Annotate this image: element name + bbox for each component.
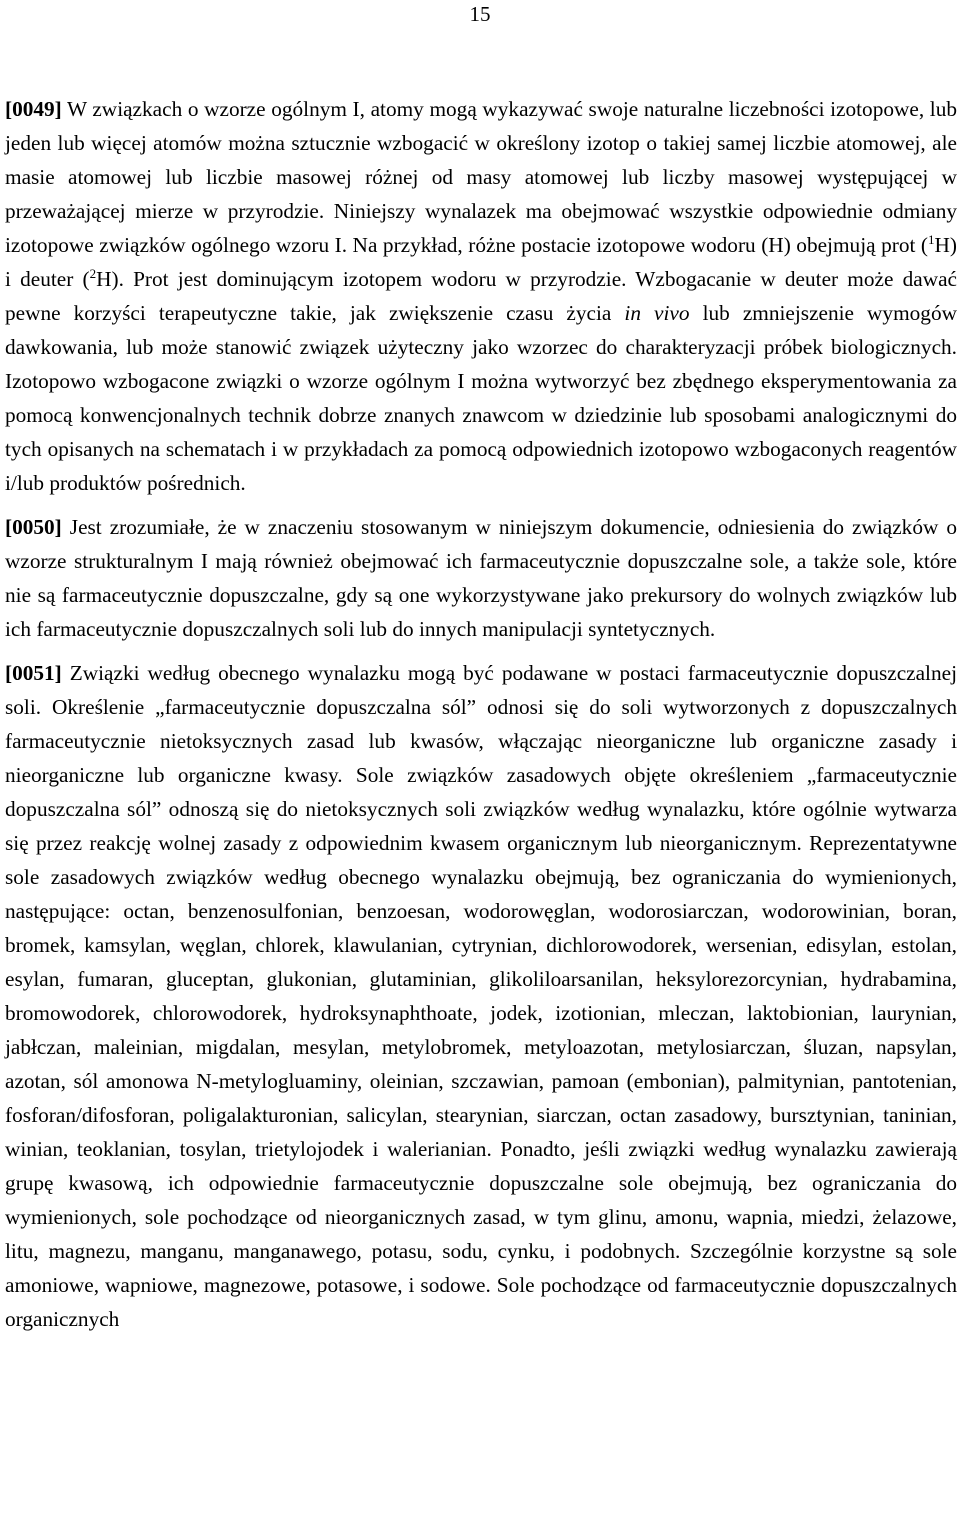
paragraph-text: Jest zrozumiałe, że w znaczeniu stosowanym w niniejszym dokumencie, odniesienia do związków o wzorze strukturalnym I mają również obejmować ich farmaceutycznie dopuszczalne sole, a także sole, które nie są farmaceutycznie dopuszczalne, gdy są one wykorzystywane jako prekursory do wolnych związków lub ich farmaceutycznie dopuszczalnych soli lub do innych manipulacji syntetycznych. [5,515,957,641]
superscript-mass-number: 2 [89,266,97,281]
document-body [5,92,957,1346]
superscript-mass-number: 1 [928,232,935,247]
page-number: 15 [469,2,491,26]
paragraph-0050 [5,510,957,646]
paragraph-0051 [5,656,957,1336]
italic-term: in vivo [624,301,690,325]
paragraph-0049 [5,92,957,500]
paragraph-number: [0051] [5,661,62,685]
paragraph-text: W związkach o wzorze ogólnym I, atomy mogą wykazywać swoje naturalne liczebności izotopowe, lub jeden lub więcej atomów można sztucznie wzbogacić w określony izotop o takiej samej liczbie atomowej, ale masie atomowej lub liczbie masowej różnej od masy atomowej lub liczby masowej występującej w przeważającej mierze w przyrodzie. Niniejszy wynalazek ma obejmować wszystkie odpowiednie odmiany izotopowe związków ogólnego wzoru I. Na przykład, różne postacie izotopowe wodoru (H) obejmują prot ( [5,97,957,257]
paragraph-text: H) i deuter ( [5,233,957,291]
paragraph-text: Związki według obecnego wynalazku mogą być podawane w postaci farmaceutycznie dopuszczalnej soli. Określenie „farmaceutycznie dopuszczalna sól” odnosi się do soli wytworzonych z dopuszczalnych farmaceutycznie nietoksycznych zasad lub kwasów, włączając nieorganiczne lub organiczne zasady i nieorganiczne lub organiczne kwasy. Sole związków zasadowych objęte określeniem „farmaceutycznie dopuszczalna sól” odnoszą się do nietoksycznych soli związków według wynalazku, które ogólnie wytwarza się przez reakcję wolnej zasady z odpowiednim kwasem organicznym lub nieorganicznym. Reprezentatywne sole zasadowych związków według obecnego wynalazku obejmują, bez ograniczania do wymienionych, następujące: octan, benzenosulfonian, benzoesan, wodorowęglan, wodorosiarczan, wodorowinian, boran, bromek, kamsylan, węglan, chlorek, klawulanian, cytrynian, dichlorowodorek, wersenian, edisylan, estolan, esylan, fumaran, gluceptan, glukonian, glutaminian, glikoliloarsanilan, heksylorezorcynian, hydrabamina, bromowodorek, chlorowodorek, hydroksynaphthoate, jodek, izotionian, mleczan, laktobionian, laurynian, jabłczan, maleinian, migdalan, mesylan, metylobromek, metyloazotan, metylosiarczan, śluzan, napsylan, azotan, sól amonowa N-metylogluaminy, oleinian, szczawian, pamoan (embonian), palmitynian, pantotenian, fosforan/difosforan, poligalakturonian, salicylan, stearynian, siarczan, octan zasadowy, bursztynian, taninian, winian, teoklanian, tosylan, trietylojodek i walerianian. Ponadto, jeśli związki według wynalazku zawierają grupę kwasową, ich odpowiednie farmaceutycznie dopuszczalne sole obejmują, bez ograniczania do wymienionych, sole pochodzące od nieorganicznych zasad, w tym glinu, amonu, wapnia, miedzi, żelazowe, litu, magnezu, manganu, manganawego, potasu, sodu, cynku, i podobnych. Szczególnie korzystne są sole amoniowe, wapniowe, magnezowe, potasowe, i sodowe. Sole pochodzące od farmaceutycznie dopuszczalnych organicznych [5,661,957,1331]
paragraph-number: [0049] [5,97,62,121]
paragraph-number: [0050] [5,515,62,539]
paragraph-text: H). Prot jest dominującym izotopem wodoru w przyrodzie. Wzbogacanie w deuter może dawać pewne korzyści terapeutyczne takie, jak zwiększenie czasu życia [5,267,957,325]
paragraph-text: lub zmniejszenie wymogów dawkowania, lub może stanowić związek użyteczny jako wzorzec do charakteryzacji próbek biologicznych. Izotopowo wzbogacone związki o wzorze ogólnym I można wytworzyć bez zbędnego eksperymentowania za pomocą konwencjonalnych technik dobrze znanych znawcom w dziedzinie lub sposobami analogicznymi do tych opisanych na schematach i w przykładach za pomocą odpowiednich izotopowo wzbogaconych reagentów i/lub produktów pośrednich. [5,301,957,495]
